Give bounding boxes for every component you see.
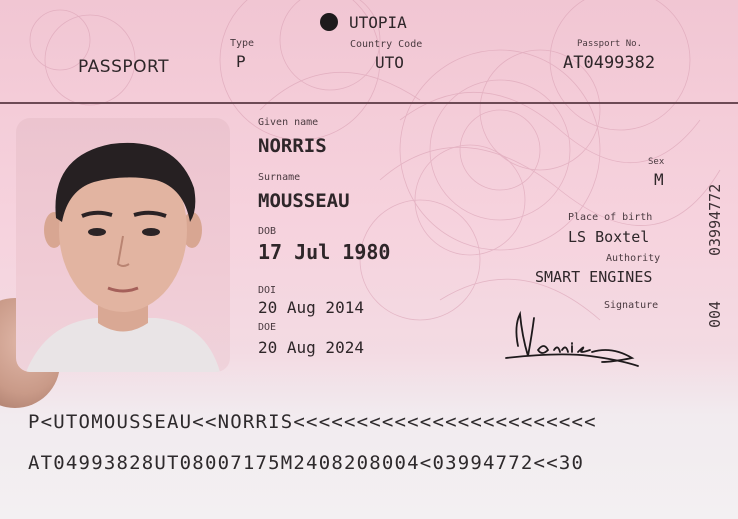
country-code-value: UTO: [375, 53, 404, 72]
sex-value: M: [654, 170, 664, 189]
document-type-word: PASSPORT: [78, 57, 169, 77]
mrz-line-1: P<UTOMOUSSEAU<<NORRIS<<<<<<<<<<<<<<<<<<<<<<<<: [28, 411, 597, 433]
signature-label: Signature: [604, 300, 659, 311]
type-label: Type: [230, 38, 255, 49]
sex-label: Sex: [648, 157, 665, 167]
surname-value: MOUSSEAU: [258, 190, 350, 212]
header-divider: [0, 102, 738, 104]
dob-value: 17 Jul 1980: [258, 240, 391, 264]
doe-value: 20 Aug 2024: [258, 338, 364, 357]
mrz-line-2: AT04993828UT08007175M2408208004<03994772<<30: [28, 452, 585, 474]
holder-signature: [500, 306, 650, 376]
portrait-image: [16, 118, 230, 372]
passport-no-label: Passport No.: [577, 39, 643, 49]
doi-label: DOI: [258, 285, 277, 296]
given-name-label: Given name: [258, 117, 319, 128]
country-code-label: Country Code: [350, 39, 423, 50]
dob-label: DOB: [258, 226, 277, 237]
authority-label: Authority: [606, 253, 661, 264]
doi-value: 20 Aug 2014: [258, 298, 364, 317]
vertical-number-bottom: 004: [706, 300, 724, 328]
country-emblem-icon: [320, 13, 338, 31]
holder-photo: [16, 118, 230, 372]
doe-label: DOE: [258, 322, 277, 333]
given-name-value: NORRIS: [258, 135, 327, 157]
vertical-serial: [700, 150, 730, 330]
surname-label: Surname: [258, 172, 301, 183]
country-name: UTOPIA: [349, 13, 407, 32]
place-of-birth-value: LS Boxtel: [568, 228, 650, 246]
passport-no-value: AT0499382: [563, 53, 656, 73]
authority-value: SMART ENGINES: [535, 268, 653, 286]
place-of-birth-label: Place of birth: [568, 212, 653, 223]
vertical-number-top: 03994772: [706, 183, 724, 256]
type-value: P: [236, 52, 246, 71]
